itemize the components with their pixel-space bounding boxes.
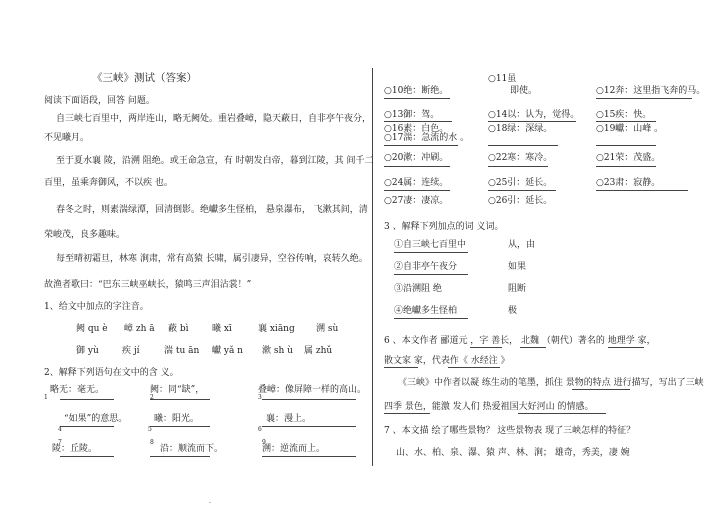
pinyin-item: 漱 sh ù <box>262 346 293 356</box>
pinyin-item: 溯 sù <box>316 324 339 334</box>
note-underline <box>384 98 450 99</box>
passage-line: 荣峻茂，良多趣味。 <box>44 230 126 240</box>
answer-item: 曦：阳光。 <box>154 414 200 424</box>
note-item: ○25引：延长。 <box>488 178 553 188</box>
item-number: 5 <box>148 426 152 433</box>
passage-line: 故渔者歌曰：“巴东三峡巫峡长，猿鸣三声泪沾裳！” <box>44 280 252 290</box>
answer-item: 溯：逆流而上。 <box>262 444 326 454</box>
pinyin-item: 湍 tu ān <box>164 346 200 356</box>
note-item: ○21荣：茂盛。 <box>596 153 661 163</box>
question-6-line: 《三峡》中作者以凝 练生动的笔墨，抓住 景物的特点 进行描写，写出了三峡 <box>398 378 704 388</box>
pinyin-item: 襄 xiāng <box>258 324 295 334</box>
instruction: 阅读下面语段，回答 问题。 <box>44 96 155 106</box>
item-number: 7 <box>58 439 62 446</box>
question-3-label: 3 、解释下列加点的词 义词。 <box>384 222 504 232</box>
note-item: ○26引：延长。 <box>488 196 553 206</box>
pinyin-item: 御 yù <box>76 346 99 356</box>
answer-underline <box>262 456 356 457</box>
passage-line: 百里，虽乘奔御风，不以疾 也。 <box>44 178 173 188</box>
item-number: 1 <box>44 394 48 401</box>
question-6-line: 四季 景色，能激 发人们 热爱祖国大好河山 的情感。 <box>384 402 594 412</box>
q3-item: ③沿溯阻 绝 <box>394 284 442 294</box>
answer-item: “如果”的意思。 <box>64 414 128 424</box>
note-item: ○11虽 <box>488 74 517 84</box>
pinyin-item: 属 zhǔ <box>304 346 333 356</box>
note-item: ○19巘：山峰 。 <box>596 124 664 134</box>
column-divider <box>372 68 373 466</box>
answer-item: 沿：顺流而下。 <box>160 444 224 454</box>
passage-line: 不见曦月。 <box>44 133 90 143</box>
question-2-label: 2、解释下列语句在文中的含 义。 <box>44 368 179 378</box>
answer-underline <box>60 399 114 400</box>
q3-underline <box>394 252 468 253</box>
passage-line: 每至晴初霜旦，林寒 涧肃，常有高猿 长啸，属引凄异，空谷传响，哀转久绝。 <box>56 254 368 264</box>
note-item: ○15疾：快。 <box>596 110 652 120</box>
q6-underline <box>384 413 430 414</box>
note-underline <box>384 121 452 122</box>
answer-underline <box>150 399 210 400</box>
note-item: ○27凄：凄凉。 <box>384 196 449 206</box>
q6-underline <box>608 347 644 348</box>
answer-item: 叠嶂：像屏障一样的高山。 <box>258 385 367 395</box>
item-number: 8 <box>150 439 154 446</box>
q6-underline <box>518 413 606 414</box>
note-underline <box>596 121 656 122</box>
note-item: ○10绝：断绝。 <box>384 86 449 96</box>
answer-underline <box>60 426 114 427</box>
note-item: ○14以：认为，觉得。 <box>488 110 580 120</box>
note-item: ○12奔：这里指飞奔的马。 <box>596 86 706 96</box>
q6-underline <box>448 367 500 368</box>
page-title: 《三峡》测试（答案） <box>92 72 197 84</box>
note-item: ○22寒：寒冷。 <box>488 153 553 163</box>
q3-underline <box>394 274 468 275</box>
note-item: ○18绿：深绿。 <box>488 124 553 134</box>
note-item: ○24属：连续。 <box>384 178 449 188</box>
note-item: ○20漱：冲刷。 <box>384 153 449 163</box>
note-underline <box>596 190 688 191</box>
q3-answer: 阻断 <box>508 284 527 294</box>
pinyin-item: 蔽 bì <box>168 324 189 334</box>
pinyin-item: 阙 qu è <box>76 324 108 334</box>
page-mark: · <box>209 500 211 507</box>
answer-underline <box>60 456 114 457</box>
answer-item: 阙：同“缺”， <box>150 385 205 395</box>
item-number: 3 <box>258 394 262 401</box>
note-item: ○16素：白色。 <box>384 124 449 134</box>
note-item: ○13御：驾。 <box>384 110 440 120</box>
note-underline <box>384 166 450 167</box>
item-number: 6 <box>258 426 262 433</box>
q6-underline <box>384 367 418 368</box>
note-underline <box>488 121 576 122</box>
q3-item: ①自三峡七百里中 <box>394 240 467 250</box>
note-underline <box>596 166 656 167</box>
note-underline <box>488 145 558 146</box>
pinyin-item: 疾 jí <box>122 346 140 356</box>
q6-underline <box>470 347 502 348</box>
q3-underline <box>394 318 468 319</box>
q3-answer: 极 <box>508 306 518 316</box>
q3-item: ④绝巘多生怪柏 <box>394 306 458 316</box>
answer-item: 陵：丘陵。 <box>52 444 98 454</box>
answer-item: 略无：毫无。 <box>50 385 105 395</box>
question-1-label: 1、给文中加点的字注音。 <box>44 302 149 312</box>
passage-line: 至于夏水襄 陵，沿溯 阻绝。或王命急宣，有 时朝发白帝，暮到江陵，其 间千二 <box>56 156 374 166</box>
answer-item: 襄：漫上。 <box>266 414 312 424</box>
passage-line: 自三峡七百里中，两岸连山，略无阙处。重岩叠嶂，隐天蔽日，自非亭午夜分， <box>56 114 372 124</box>
item-number: 9 <box>262 439 266 446</box>
note-item: ○23肃：寂静。 <box>596 178 661 188</box>
answer-underline <box>262 399 356 400</box>
note-underline <box>384 145 458 146</box>
item-number: 2 <box>150 394 154 401</box>
note-underline <box>596 98 692 99</box>
note-underline <box>488 166 548 167</box>
q6-underline <box>520 347 546 348</box>
q3-item: ②自非亭午夜分 <box>394 262 458 272</box>
pinyin-item: 嶂 zh ā <box>124 324 155 334</box>
note-item: ○17湍：急流的水 。 <box>384 133 470 143</box>
item-number: 4 <box>58 426 62 433</box>
note-underline <box>596 145 656 146</box>
answer-underline <box>262 426 356 427</box>
pinyin-item: 曦 xī <box>212 324 232 334</box>
answer-underline <box>150 456 210 457</box>
note-item: 即使。 <box>510 86 538 96</box>
q6-underline <box>572 389 630 390</box>
answer-underline <box>150 426 210 427</box>
note-underline <box>384 190 450 191</box>
question-7-answer: 山、水、柏、泉、瀑、猿 声、林、涧； 雄奇，秀美，凄 婉 <box>396 448 630 458</box>
pinyin-item: 巘 yǎ n <box>212 346 243 356</box>
q3-answer: 从，由 <box>508 240 536 250</box>
question-6-line: 散文家 家，代表作《 水经注 》 <box>384 356 510 366</box>
question-6-line: 6 、本文作者 郦道元 ，字 善长， 北魏 （朝代）著名的 地理学 家， <box>384 336 656 346</box>
passage-line: 春冬之时，则素湍绿潭，回清倒影。绝巘多生怪柏， 悬泉瀑布， 飞漱其间，清 <box>56 205 368 215</box>
note-underline <box>488 190 556 191</box>
question-7-label: 7 、本文描 绘了哪些景物？ 这些景物表 现了三峡怎样的特征？ <box>384 426 636 436</box>
q3-answer: 如果 <box>508 262 527 272</box>
